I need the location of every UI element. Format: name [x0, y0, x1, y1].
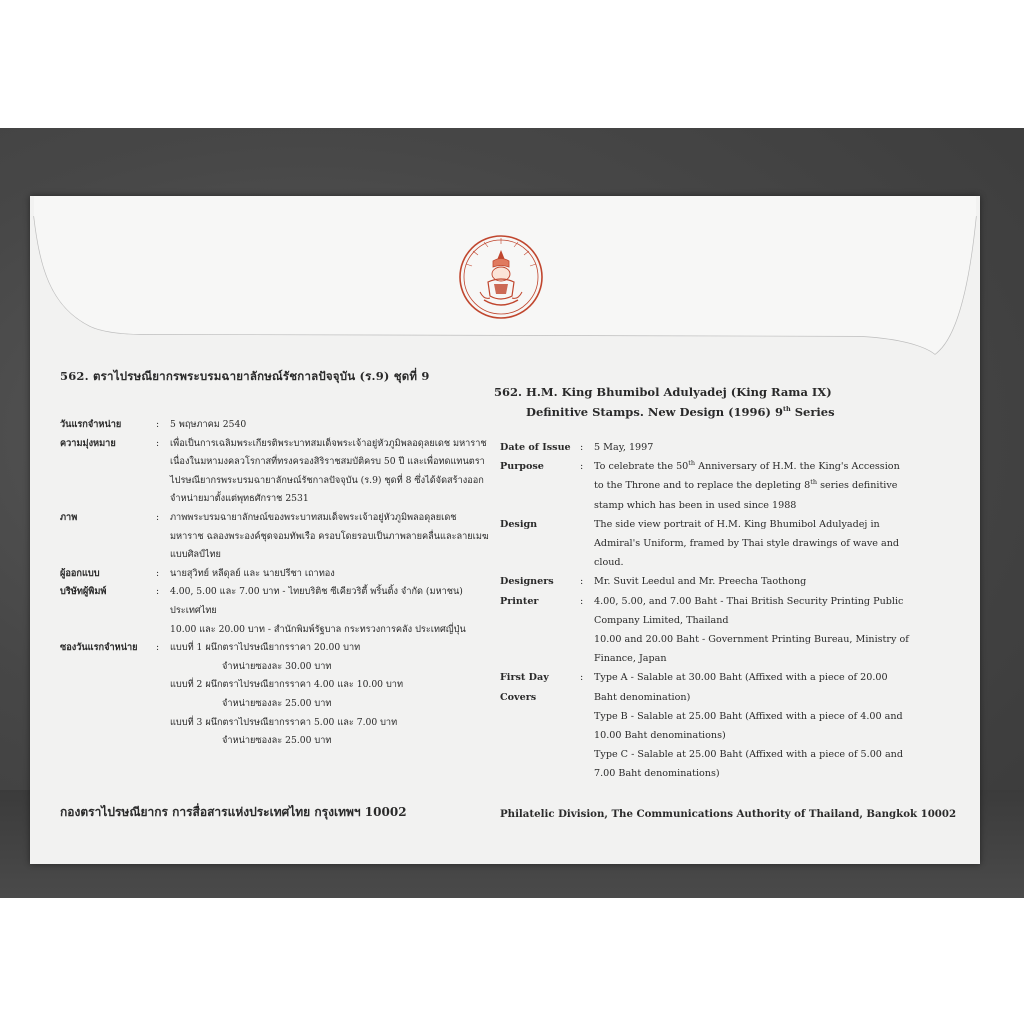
- royal-seal-icon: [458, 234, 544, 320]
- envelope-back: [30, 196, 980, 864]
- detail-row-date: Date of Issue : 5 May, 1997: [500, 442, 654, 453]
- thai-row: จำหน่ายซองละ 30.00 บาท: [222, 660, 332, 672]
- english-title: 562. H.M. King Bhumibol Adulyadej (King Rama IX) Definitive Stamps. New Design (1996) 9th Series: [494, 385, 835, 419]
- thai-row: จำหน่ายซองละ 25.00 บาท: [222, 735, 332, 747]
- thai-row: 10.00 และ 20.00 บาท - สำนักพิมพ์รัฐบาล กระทรวงการคลัง ประเทศญี่ปุ่น: [170, 623, 466, 635]
- thai-row: แบบที่ 3 ผนึกตราไปรษณียากรราคา 5.00 และ 7.00 บาท: [170, 716, 398, 728]
- english-details: [500, 438, 910, 784]
- thai-row: แบบที่ 2 ผนึกตราไปรษณียากรราคา 4.00 และ 10.00 บาท: [170, 679, 403, 691]
- detail-row-designers: Designers : Mr. Suvit Leedul and Mr. Preecha Taothong: [500, 576, 807, 588]
- detail-row-purpose: Purpose : To celebrate the 50th Anniversary of H.M. the King's Accession to the Throne and to replace the depleting 8th series definitive stamp which has been in used since 1988: [500, 459, 900, 511]
- detail-row-fdc: First Day Covers : Type A - Salable at 30.00 Baht (Affixed with a piece of 20.00 Baht denomination) Type B - Salable at 25.00 Baht (Affixed with a piece of 4.00 and 10.00 Baht denominations) Type C - Salable at 25.00 Baht (Affixed with a piece of 5.00 and 7.00 Baht denominations): [500, 672, 903, 780]
- thai-row: บริษัทผู้พิมพ์ : 4.00, 5.00 และ 7.00 บาท - ไทยบริติช ซีเคียวริตี้ พริ้นติ้ง จำกัด (มหาชน) ประเทศไทย: [60, 586, 463, 616]
- thai-row: ผู้ออกแบบ : นายสุวิทย์ หลีดุลย์ และ นายปรีชา เถาทอง: [60, 567, 335, 579]
- thai-title: 562. ตราไปรษณียากรพระบรมฉายาลักษณ์รัชกาลปัจจุบัน (ร.9) ชุดที่ 9: [60, 369, 430, 383]
- thai-row: ซองวันแรกจำหน่าย : แบบที่ 1 ผนึกตราไปรษณียากรราคา 20.00 บาท: [60, 642, 361, 654]
- detail-row-printer: Printer : 4.00, 5.00, and 7.00 Baht - Thai British Security Printing Public Company Limited, Thailand 10.00 and 20.00 Baht - Government Printing Bureau, Ministry of Finance, Japan: [500, 595, 909, 665]
- detail-row-design: Design The side view portrait of H.M. King Bhumibol Adulyadej in Admiral's Uniform, framed by Thai style drawings of wave and cloud.: [500, 518, 900, 569]
- thai-row: ความมุ่งหมาย : เพื่อเป็นการเฉลิมพระเกียรติพระบาทสมเด็จพระเจ้าอยู่หัวภูมิพลอดุลยเดช มหาราช เนื่องในมหามงคลวโรกาสที่ทรงครองสิริราชสมบัติครบ 50 ปี และเพื่อทดแทนตราไปรษณียากรพระบรมฉายาลักษณ์รัชกาลปัจจุบัน (ร.9) ชุดที่ 8 ซึ่งได้จัดสร้างออกจำหน่ายมาตั้งแต่พุทธศักราช 2531: [60, 437, 487, 505]
- english-footer: Philatelic Division, The Communications Authority of Thailand, Bangkok 10002: [500, 808, 957, 820]
- thai-details: [60, 416, 490, 751]
- thai-row: วันแรกจำหน่าย : 5 พฤษภาคม 2540: [60, 419, 247, 430]
- thai-footer: กองตราไปรษณียากร การสื่อสารแห่งประเทศไทย กรุงเทพฯ 10002: [60, 805, 407, 819]
- thai-row: ภาพ : ภาพพระบรมฉายาลักษณ์ของพระบาทสมเด็จพระเจ้าอยู่หัวภูมิพลอดุลยเดช มหาราช ฉลองพระองค์ชุดจอมทัพเรือ ครอบโดยรอบเป็นภาพลายคลื่นและลายเมฆแบบศิลป์ไทย: [60, 511, 489, 561]
- thai-row: จำหน่ายซองละ 25.00 บาท: [222, 697, 332, 709]
